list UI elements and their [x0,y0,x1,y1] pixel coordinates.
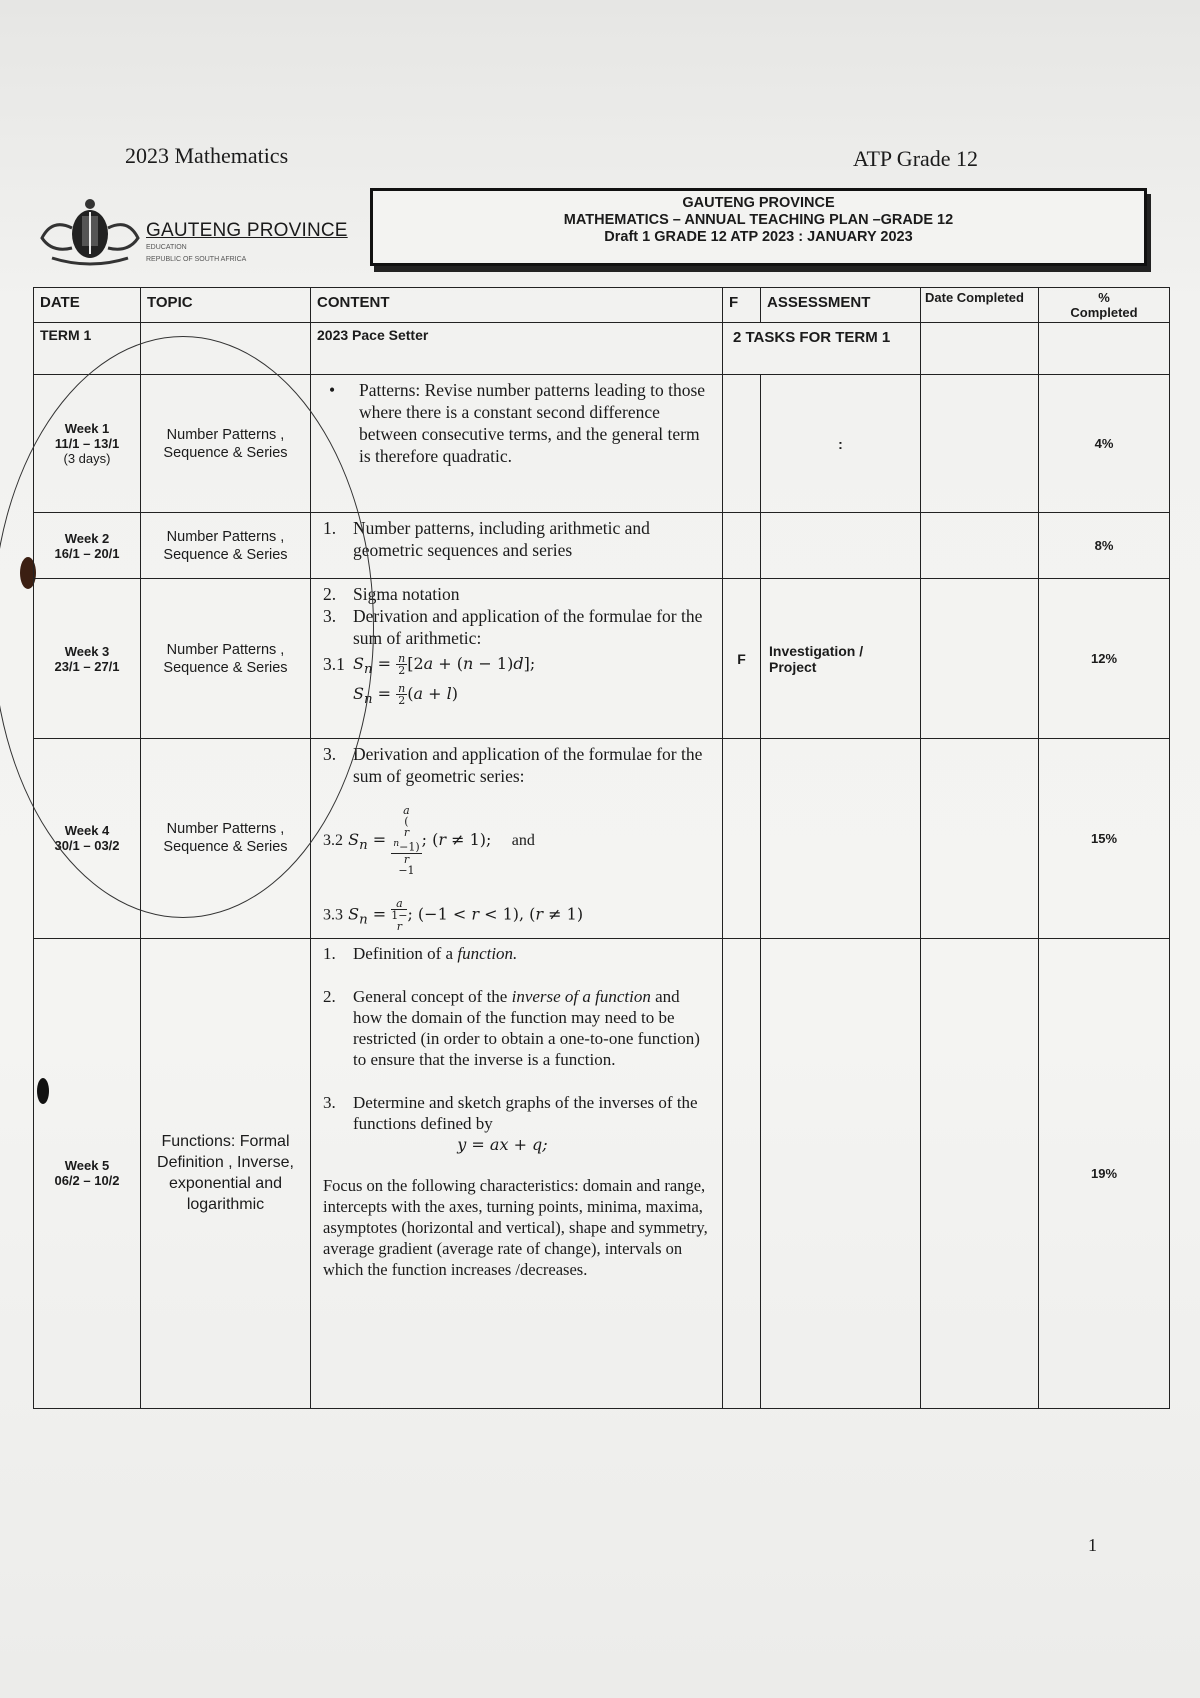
col-date: DATE [34,288,141,323]
date-cell [34,513,141,579]
content-cell [311,375,723,513]
week-label: Week 4 [64,823,110,839]
col-assessment: ASSESSMENT [761,288,921,323]
title-line-1: GAUTENG PROVINCE [682,195,835,211]
date-cell [34,739,141,939]
table-row [34,375,1170,513]
formula-line [323,683,712,711]
content-text: Determine and sketch graphs of the inverses of the functions defined by y = ax + q; [353,1092,698,1154]
list-item: 3. Derivation and application of the formulae for the sum of geometric series: [323,743,712,787]
title-box [370,188,1147,266]
pct-label: Completed [1070,305,1138,320]
bullet-icon: • [329,380,336,400]
content-text: Number patterns, including arithmetic and geometric sequences and series [353,518,650,560]
week-dates: 23/1 – 27/1 [54,658,120,674]
content-text: Patterns: Revise number patterns leading to those where there is a constant second difference between consecutive terms, and the general term is therefore quadratic. [359,380,706,466]
content-cell [311,579,723,739]
list-item: 2. General concept of the inverse of a function and how the domain of the function may need to be restricted (in order to obtain a one-to-one function) to ensure that the inverse is a function. [323,986,712,1070]
date-cell [34,938,141,1408]
coat-of-arms-logo [32,198,147,270]
content-text: Sigma notation [353,584,460,604]
infinite-sum-formula: 3.3 $S_n$ = a 1− r ; (−1 < r < 1), (r ≠ 1) [323,896,584,933]
inverse-equation: y = ax + q; [457,1134,548,1154]
topic-cell: Number Patterns , Sequence & Series [141,739,311,939]
table-row [34,938,1170,1408]
col-date-completed: Date Completed [921,288,1039,323]
week-dates: 30/1 – 03/2 [54,838,120,854]
term-tasks: 2 TASKS FOR TERM 1 [723,323,921,375]
pct-symbol: % [1098,290,1110,305]
week-label: Week 3 [64,643,110,659]
table-row [34,739,1170,939]
content-cell [311,739,723,939]
pct-cell: 8% [1039,513,1170,579]
teaching-plan-table [33,287,1170,1409]
page-number: 1 [1088,1535,1097,1555]
topic-cell: Number Patterns , Sequence & Series [141,513,311,579]
list-item [323,517,712,561]
logo-subtext-2: REPUBLIC OF SOUTH AFRICA [146,256,247,263]
content-text: Derivation and application of the formulae for the sum of arithmetic: [353,606,703,648]
list-item: 1. Definition of a function. [323,943,712,964]
col-content: CONTENT [311,288,723,323]
week-days: (3 days) [63,451,111,466]
item-number: 1. [323,518,337,538]
topic-cell: Number Patterns , Sequence & Series [141,579,311,739]
focus-paragraph: Focus on the following characteristics: domain and range, intercepts with the axes, turning points, minima, maxima, asymptotes (horizontal and vertical), shape and symmetry, average gradient (average rate of change), intervals on which the function increases /decreases. [323,1175,708,1279]
content-cell [311,938,723,1408]
topic-cell: Number Patterns , Sequence & Series [141,375,311,513]
geometric-sum-formula: 3.2 $S_n$ = a ( r $^n$−1) r −1 ; (r ≠ 1); and [323,804,535,877]
term-content: 2023 Pace Setter [311,323,723,375]
week-label: Week 2 [64,530,110,546]
col-pct-completed [1039,288,1170,323]
formula-line: 3.1 $S_n$ = $\frac{n}{2}$ [2a + (n − 1)d]; [323,653,712,681]
list-item: 3. Derivation and application of the formulae for the sum of arithmetic: [323,605,712,649]
arithmetic-sum-formula-2: $S_n$ = $\frac{n}{2}$ (a + l) [353,682,458,708]
title-line-2: MATHEMATICS – ANNUAL TEACHING PLAN –GRADE 12 [563,212,954,228]
pct-cell: 12% [1039,579,1170,739]
table-row [34,513,1170,579]
title-line-3: Draft 1 GRADE 12 ATP 2023 : JANUARY 2023 [604,229,913,245]
week-dates: 06/2 – 10/2 [54,1173,120,1189]
list-item: 3. Determine and sketch graphs of the inverses of the functions defined by y = ax + q; [323,1092,712,1155]
term-row [34,323,1170,375]
assessment-cell: : [761,375,921,513]
week-label: Week 5 [64,1158,110,1174]
term-label: TERM 1 [34,323,141,375]
header-left: 2023 Mathematics [125,143,289,168]
pct-cell: 4% [1039,375,1170,513]
topic-cell: Functions: Formal Definition , Inverse, exponential and logarithmic [141,938,311,1408]
week-dates: 16/1 – 20/1 [54,545,120,561]
col-topic: TOPIC [141,288,311,323]
logo-text: GAUTENG PROVINCE [146,220,348,241]
date-cell [34,579,141,739]
content-cell [311,513,723,579]
week-label: Week 1 [64,421,110,436]
week-dates: 11/1 – 13/1 [54,436,120,451]
table-header-row [34,288,1170,323]
content-text: Derivation and application of the formulae for the sum of geometric series: [353,744,703,786]
table-row [34,579,1170,739]
list-item: 2. Sigma notation [323,583,712,605]
date-cell [34,375,141,513]
pct-cell: 19% [1039,938,1170,1408]
pct-cell: 15% [1039,739,1170,939]
arithmetic-sum-formula: $S_n$ = $\frac{n}{2}$ [2a + (n − 1)d]; [353,652,536,678]
list-item [323,379,712,467]
col-f: F [723,288,761,323]
header-right: ATP Grade 12 [853,146,979,171]
assessment-cell: Investigation / Project [761,579,921,739]
logo-subtext: EDUCATION [146,244,187,251]
content-text: General concept of the inverse of a function and how the domain of the function may need to be restricted (in order to obtain a one-to-one function) to ensure that the inverse is a function. [353,986,700,1069]
content-text: Definition of a function. [353,943,518,963]
f-cell: F [723,579,761,739]
